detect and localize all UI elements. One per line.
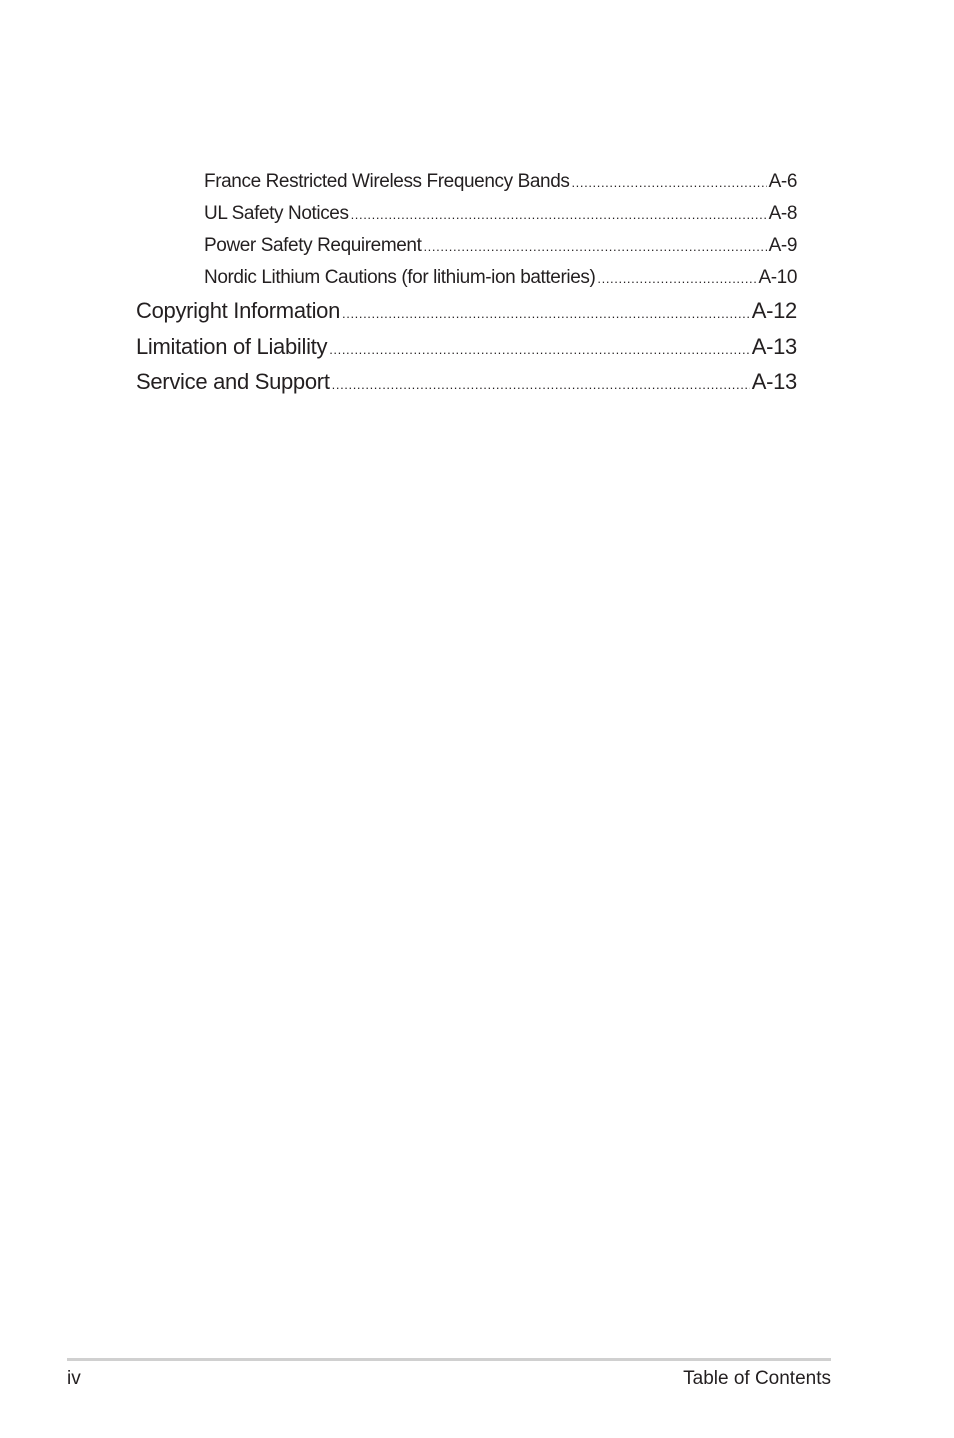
toc-entry[interactable] xyxy=(136,369,797,399)
toc-dot-leader xyxy=(597,271,756,286)
footer-divider xyxy=(67,1358,831,1361)
toc-entry-page: A-8 xyxy=(768,203,797,224)
toc-entry-page: A-10 xyxy=(758,267,797,288)
toc-entry-page: A-13 xyxy=(751,369,797,394)
toc-entry-title: Copyright Information xyxy=(136,298,341,323)
toc-entry[interactable] xyxy=(136,298,797,328)
toc-entry-page: A-13 xyxy=(751,334,797,359)
toc-entry-title: Nordic Lithium Cautions (for lithium-ion batteries) xyxy=(204,267,596,288)
toc-entry-title: UL Safety Notices xyxy=(204,203,349,224)
toc-entry[interactable] xyxy=(204,203,797,229)
toc-dot-leader xyxy=(342,306,750,321)
toc-entry[interactable] xyxy=(204,267,797,293)
toc-entry-page: A-12 xyxy=(751,298,797,323)
toc-dot-leader xyxy=(423,239,766,254)
toc-entry-page: A-9 xyxy=(768,235,797,256)
toc-entry[interactable] xyxy=(204,171,797,197)
toc-entry[interactable] xyxy=(136,334,797,364)
footer-section-title: Table of Contents xyxy=(683,1368,831,1389)
toc-dot-leader xyxy=(329,342,750,357)
toc-dot-leader xyxy=(571,175,766,190)
footer-page-number: iv xyxy=(67,1368,81,1389)
toc-entry-title: Limitation of Liability xyxy=(136,334,328,359)
toc-dot-leader xyxy=(332,377,750,392)
toc-entry-title: Service and Support xyxy=(136,369,330,394)
toc-entry-title: Power Safety Requirement xyxy=(204,235,422,256)
toc-entry-title: France Restricted Wireless Frequency Bands xyxy=(204,171,570,192)
toc-entry[interactable] xyxy=(204,235,797,261)
toc-dot-leader xyxy=(351,207,767,222)
toc-entry-page: A-6 xyxy=(768,171,797,192)
